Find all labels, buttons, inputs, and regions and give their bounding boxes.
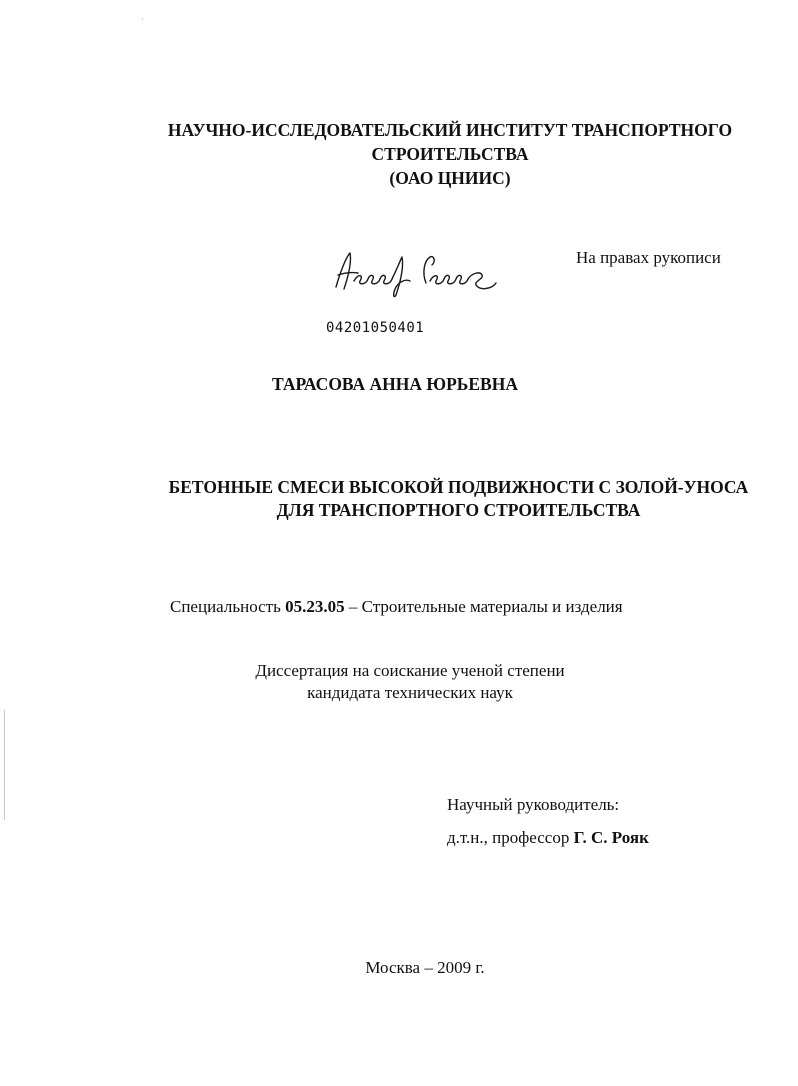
- degree-line-2: кандидата технических наук: [307, 683, 513, 702]
- specialty-name: – Строительные материалы и изделия: [348, 597, 623, 616]
- degree-line-1: Диссертация на соискание ученой степени: [255, 661, 565, 680]
- handwritten-signature: [330, 243, 505, 303]
- institute-line-1: НАУЧНО-ИССЛЕДОВАТЕЛЬСКИЙ ИНСТИТУТ ТРАНСПОРТНОГО: [167, 120, 733, 140]
- institute-line-2: СТРОИТЕЛЬСТВА: [371, 144, 529, 164]
- specialty-line: [170, 597, 623, 617]
- scan-mark: `: [141, 17, 144, 27]
- title-line-2: ДЛЯ ТРАНСПОРТНОГО СТРОИТЕЛЬСТВА: [276, 500, 641, 520]
- city-year: Москва – 2009 г.: [365, 958, 485, 977]
- title-line-1: БЕТОННЫЕ СМЕСИ ВЫСОКОЙ ПОДВИЖНОСТИ С ЗОЛОЙ-УНОСА: [168, 477, 749, 497]
- scan-edge-line: [4, 710, 5, 820]
- supervisor-name: Г. С. Рояк: [573, 828, 649, 847]
- rights-note: На правах рукописи: [576, 248, 721, 267]
- author-name: ТАРАСОВА АННА ЮРЬЕВНА: [272, 374, 518, 394]
- supervisor-degree: д.т.н., профессор: [447, 828, 570, 847]
- institute-line-3: (ОАО ЦНИИС): [389, 168, 511, 188]
- institute-name: [100, 118, 798, 190]
- document-code: 04201050401: [326, 320, 425, 336]
- dissertation-title: [100, 476, 798, 522]
- specialty-code: 05.23.05: [285, 597, 345, 616]
- specialty-label: Специальность: [170, 597, 281, 616]
- supervisor-label: Научный руководитель:: [447, 795, 620, 814]
- dissertation-degree: [150, 660, 670, 704]
- supervisor-info: [447, 828, 649, 848]
